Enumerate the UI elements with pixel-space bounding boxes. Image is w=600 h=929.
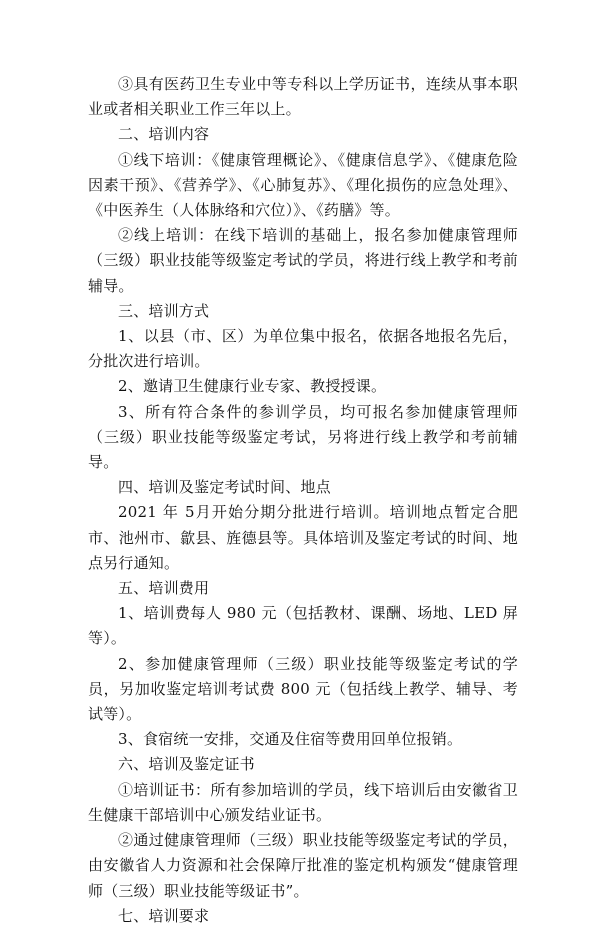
qualification-item-3: ③具有医药卫生专业中等专科以上学历证书，连续从事本职业或者相关职业工作三年以上。 — [88, 75, 518, 119]
method-item-1: 1、以县（市、区）为单位集中报名，依据各地报名先后，分批次进行培训。 — [88, 327, 518, 371]
time-location-paragraph: 2021 年 5月开始分期分批进行培训。培训地点暂定合肥市、池州市、歙县、旌德县等。具体培训及鉴定考试的时间、地点另行通知。 — [88, 503, 518, 572]
method-item-3: 3、所有符合条件的参训学员，均可报名参加健康管理师（三级）职业技能等级鉴定考试，另将进行线上教学和考前辅导。 — [88, 402, 518, 472]
section-heading-fees: 五、培训费用 — [118, 579, 210, 598]
offline-training-paragraph: ①线下培训：《健康管理概论》、《健康信息学》、《健康危险因素干预》、《营养学》、《心肺复苏》、《理化损伤的应急处理》、《中医养生（人体脉络和穴位）》、《药膳》等。 — [88, 150, 518, 220]
section-heading-requirements: 七、培训要求 — [118, 906, 210, 925]
section-heading-training-content: 二、培训内容 — [118, 125, 210, 144]
section-heading-time-location: 四、培训及鉴定考试时间、地点 — [118, 478, 331, 497]
fee-item-3: 3、食宿统一安排，交通及住宿等费用回单位报销。 — [118, 730, 463, 749]
fee-item-2: 2、参加健康管理师（三级）职业技能等级鉴定考试的学员，另加收鉴定培训考试费 800 元（包括线上教学、辅导、考试等）。 — [88, 654, 518, 724]
document-body — [88, 72, 518, 929]
certificate-item-2: ②通过健康管理师（三级）职业技能等级鉴定考试的学员，由安徽省人力资源和社会保障厅批准的鉴定机构颁发“健康管理师（三级）职业技能等级证书”。 — [88, 831, 518, 900]
section-heading-training-method: 三、培训方式 — [118, 301, 210, 320]
method-item-2: 2、邀请卫生健康行业专家、教授授课。 — [118, 377, 387, 396]
certificate-item-1: ①培训证书：所有参加培训的学员，线下培训后由安徽省卫生健康干部培训中心颁发结业证书。 — [88, 780, 518, 824]
section-heading-certificates: 六、培训及鉴定证书 — [118, 755, 255, 774]
fee-item-1: 1、培训费每人 980 元（包括教材、课酬、场地、LED 屏等）。 — [88, 604, 518, 648]
online-training-paragraph: ②线上培训：在线下培训的基础上，报名参加健康管理师（三级）职业技能等级鉴定考试的学员，将进行线上教学和考前辅导。 — [88, 226, 518, 295]
